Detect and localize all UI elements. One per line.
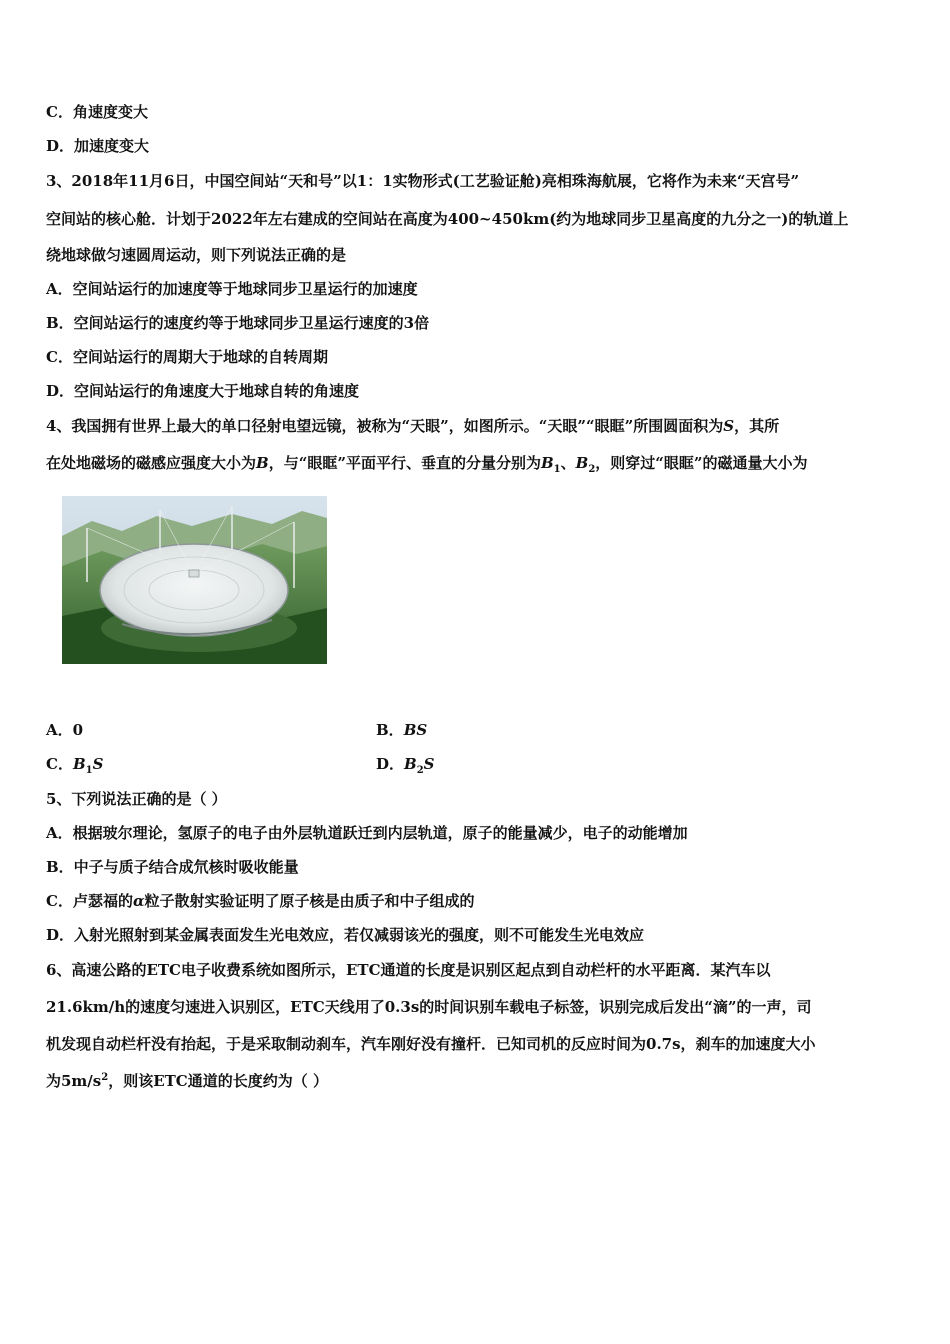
q4-option-b: B．BS bbox=[376, 721, 428, 739]
q3-option-a: A．空间站运行的加速度等于地球同步卫星运行的加速度 bbox=[46, 280, 418, 298]
q6-stem-line3: 机发现自动栏杆没有抬起，于是采取制动刹车，汽车刚好没有撞杆．已知司机的反应时间为0.7s，刹车的加速度大小 bbox=[46, 1035, 816, 1053]
q5-option-c: C．卢瑟福的α粒子散射实验证明了原子核是由质子和中子组成的 bbox=[46, 892, 475, 910]
q4-option-a: A．0 bbox=[46, 721, 84, 739]
q6-stem-line4: 为$5m/s^2$，则该ETC通道的长度约为（ ） bbox=[46, 1072, 328, 1090]
q5-option-b: B．中子与质子结合成氘核时吸收能量 bbox=[46, 858, 299, 876]
q3-option-d: D．空间站运行的角速度大于地球自转的角速度 bbox=[46, 382, 360, 400]
fast-telescope-photo bbox=[62, 496, 327, 664]
q3-option-b: B．空间站运行的速度约等于地球同步卫星运行速度的3倍 bbox=[46, 314, 430, 332]
q3-stem-line3: 绕地球做匀速圆周运动，则下列说法正确的是 bbox=[46, 246, 347, 264]
q5-stem: 5、下列说法正确的是（ ） bbox=[46, 790, 227, 808]
q4-stem-line2: 在处地磁场的磁感应强度大小为B，与“眼眶”平面平行、垂直的分量分别为$B_1$、$B_2$，则穿过“眼眶”的磁通量大小为 bbox=[46, 454, 808, 475]
q5-option-d: D．入射光照射到某金属表面发生光电效应，若仅减弱该光的强度，则不可能发生光电效应 bbox=[46, 926, 645, 944]
q4-option-d: D．$B_2S$ bbox=[376, 755, 435, 776]
q4-stem-line1: 4、我国拥有世界上最大的单口径射电望远镜，被称为“天眼”，如图所示。“天眼”“眼眶”所围圆面积为S，其所 bbox=[46, 417, 780, 435]
q4-option-c: C．$B_1S$ bbox=[46, 755, 104, 776]
q6-stem-line2: 21.6km/h的速度匀速进入识别区，ETC天线用了0.3s的时间识别车载电子标签，识别完成后发出“滴”的一声，司 bbox=[46, 998, 812, 1016]
q6-stem-line1: 6、高速公路的ETC电子收费系统如图所示，ETC通道的长度是识别区起点到自动栏杆的水平距离．某汽车以 bbox=[46, 961, 771, 979]
telescope-illustration bbox=[62, 496, 327, 664]
q2-option-d: D．加速度变大 bbox=[46, 137, 150, 155]
q5-option-a: A．根据玻尔理论，氢原子的电子由外层轨道跃迁到内层轨道，原子的能量减少，电子的动能增加 bbox=[46, 824, 688, 842]
q3-option-c: C．空间站运行的周期大于地球的自转周期 bbox=[46, 348, 328, 366]
q3-stem-line2: 空间站的核心舱．计划于2022年左右建成的空间站在高度为400~450km(约为地球同步卫星高度的九分之一)的轨道上 bbox=[46, 210, 849, 228]
q3-stem-line1: 3、2018年11月6日，中国空间站“天和号”以1：1实物形式(工艺验证舱)亮相珠海航展，它将作为未来“天宫号” bbox=[46, 172, 800, 190]
q2-option-c: C．角速度变大 bbox=[46, 103, 148, 121]
